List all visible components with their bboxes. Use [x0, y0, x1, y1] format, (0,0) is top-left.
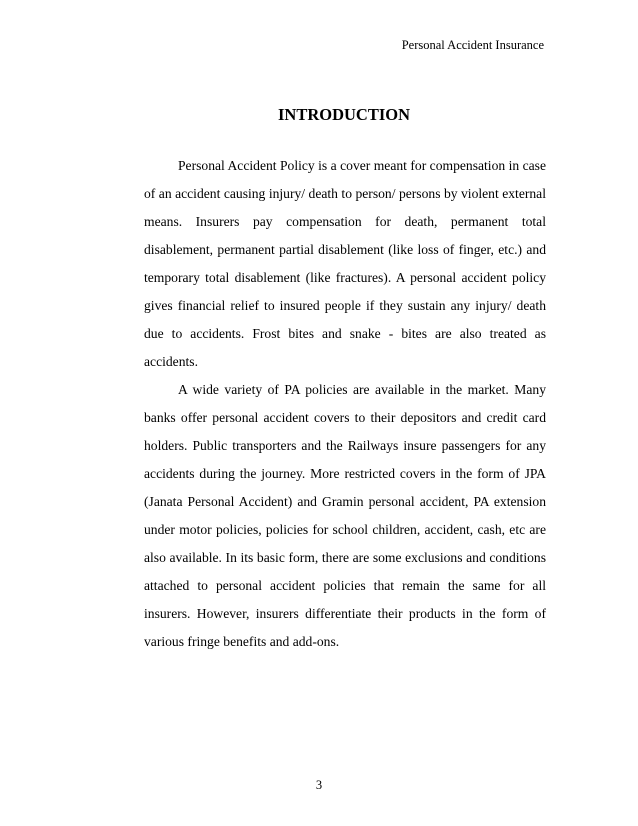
- body-section-1: [144, 152, 546, 376]
- page-title: INTRODUCTION: [277, 105, 411, 124]
- running-header: Personal Accident Insurance: [401, 38, 544, 52]
- body-section-2: [144, 376, 546, 656]
- paragraph-1: Personal Accident Policy is a cover meant for compensation in case of an accident causing injury/ death to person/ persons by violent external means. Insurers pay compensation for death, permanent total disablement, permanent partial disablement (like loss of finger, etc.) and temporary total disablement (like fractures). A personal accident policy gives financial relief to insured people if they sustain any injury/ death due to accidents. Frost bites and snake - bites are also treated as accidents.: [144, 158, 546, 369]
- paragraph-2: A wide variety of PA policies are available in the market. Many banks offer personal accident covers to their depositors and credit card holders. Public transporters and the Railways insure passengers for any accidents during the journey. More restricted covers in the form of JPA (Janata Personal Accident) and Gramin personal accident, PA extension under motor policies, policies for school children, accident, cash, etc are also available. In its basic form, there are some exclusions and conditions attached to personal accident policies that remain the same for all insurers. However, insurers differentiate their products in the form of various fringe benefits and add-ons.: [144, 382, 546, 649]
- page-number: 3: [315, 778, 323, 792]
